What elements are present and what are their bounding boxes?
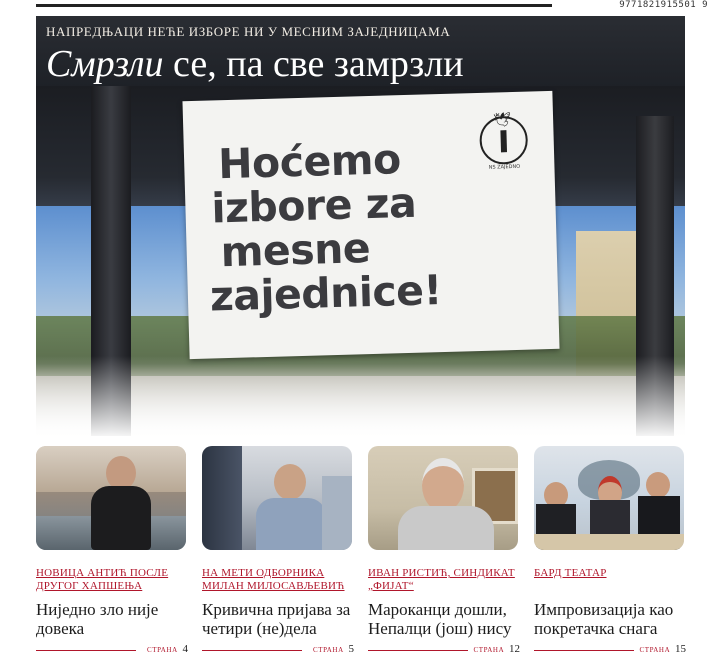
divider: [534, 650, 634, 651]
teaser-card[interactable]: [36, 446, 188, 656]
teaser-row: [36, 446, 686, 656]
section-label[interactable]: БАРД ТЕАТАР: [534, 567, 607, 579]
teaser-card[interactable]: [202, 446, 354, 656]
headline-rest: се, па све замрзли: [163, 43, 464, 85]
sign-line: izbore za: [210, 178, 417, 233]
article-title[interactable]: Кривична пријава за четири (не)дела: [202, 600, 351, 638]
section-label[interactable]: НОВИЦА АНТИЋ ПОСЛЕ ДРУГОГ ХАПШЕЊА: [36, 567, 169, 592]
top-rule: [36, 4, 552, 7]
teaser-card[interactable]: [368, 446, 520, 656]
top-strip: [0, 0, 720, 16]
page-number: 5: [348, 643, 354, 655]
page-label: СТРАНА: [147, 646, 178, 654]
page-label: СТРАНА: [639, 646, 671, 654]
page-reference: [368, 645, 520, 655]
protest-sign: [182, 91, 559, 359]
hero-kicker: НАПРЕДЊАЦИ НЕЋЕ ИЗБОРЕ НИ У МЕСНИМ ЗАЈЕДНИЦАМА: [46, 24, 451, 39]
section-label[interactable]: НА МЕТИ ОДБОРНИКА МИЛАН МИЛОСАВЉЕВИЋ: [202, 567, 345, 592]
page-reference: [534, 645, 686, 655]
section-label[interactable]: ИВАН РИСТИЋ, СИНДИКАТ „ФИЈАТ“: [368, 567, 515, 592]
photo-man-in-black-jacket-icon[interactable]: [36, 446, 186, 550]
page-reference: [36, 645, 188, 655]
sign-line: mesne: [220, 224, 371, 277]
ns-zajedno-logo-icon: 🕊: [479, 116, 528, 165]
photo-gray-haired-man-icon[interactable]: [368, 446, 518, 550]
divider: [202, 650, 302, 651]
teaser-card[interactable]: [534, 446, 686, 656]
divider: [368, 650, 468, 651]
sign-line: Hoćemo: [217, 135, 402, 189]
article-title[interactable]: Импровизација као покретачка снага: [534, 600, 674, 638]
page-number: 4: [182, 643, 188, 655]
article-title[interactable]: Ниједно зло није довека: [36, 600, 159, 638]
photo-bald-man-icon[interactable]: [202, 446, 352, 550]
page-reference: [202, 645, 354, 655]
headline-italic: Смрзли: [46, 43, 164, 85]
sign-text: [209, 135, 443, 321]
photo-fade: [36, 356, 685, 440]
article-title[interactable]: Мароканци дошли, Непалци (још) нису: [368, 600, 512, 638]
hero-photo[interactable]: [36, 16, 685, 440]
hero-headline[interactable]: [46, 42, 464, 86]
page-number: 12: [509, 643, 520, 655]
sign-line: zajednice!: [209, 266, 443, 321]
page-label: СТРАНА: [313, 646, 344, 654]
logo-caption: NS ZAJEDNO: [488, 163, 521, 171]
page-label: СТРАНА: [473, 646, 505, 654]
divider: [36, 650, 136, 651]
photo-three-young-people-icon[interactable]: [534, 446, 684, 550]
page-number: 15: [675, 643, 686, 655]
barcode-digits: 9771821915501 9: [619, 0, 708, 10]
